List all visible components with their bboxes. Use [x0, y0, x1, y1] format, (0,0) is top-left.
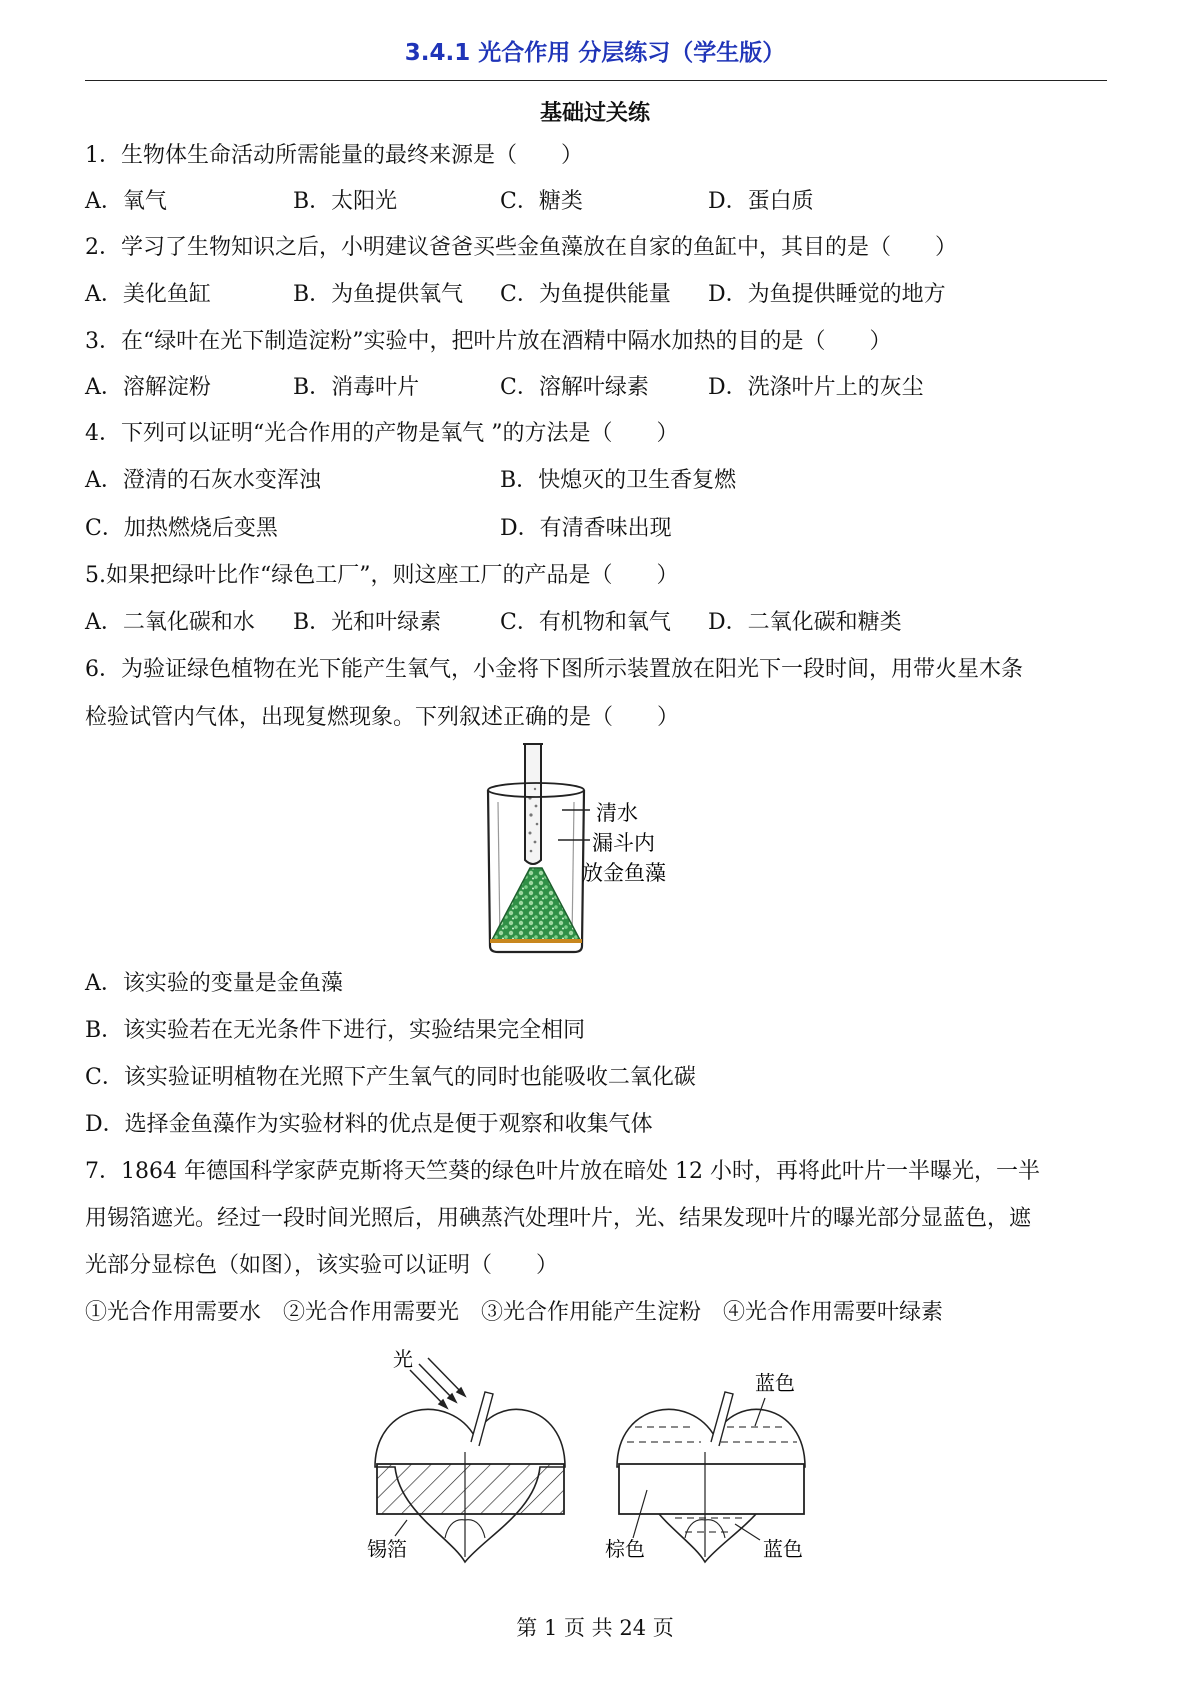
question-4-option-d: D．有清香味出现	[500, 516, 672, 541]
question-4-stem: 4．下列可以证明“光合作用的产物是氧气 ”的方法是（ ）	[85, 421, 679, 446]
label-blue-top: 蓝色	[755, 1371, 795, 1395]
question-3-option-b: B．消毒叶片	[293, 375, 420, 400]
worksheet-title: 3.4.1 光合作用 分层练习（学生版）	[404, 40, 786, 66]
question-4-option-a: A．澄清的石灰水变浑浊	[85, 468, 321, 493]
question-6-option-c: C．该实验证明植物在光照下产生氧气的同时也能吸收二氧化碳	[85, 1065, 696, 1090]
question-2-stem: 2．学习了生物知识之后，小明建议爸爸买些金鱼藻放在自家的鱼缸中，其目的是（ ）	[85, 235, 958, 260]
funnel-experiment-diagram	[478, 740, 738, 958]
question-5-stem: 5.如果把绿叶比作“绿色工厂”，则这座工厂的产品是（ ）	[85, 563, 679, 588]
label-funnel: 漏斗内	[592, 831, 655, 855]
question-4-option-c: C．加热燃烧后变黑	[85, 516, 278, 541]
question-3-option-c: C．溶解叶绿素	[500, 375, 649, 400]
question-1-option-d: D．蛋白质	[708, 189, 814, 214]
question-4-option-b: B．快熄灭的卫生香复燃	[500, 468, 737, 493]
question-6-option-b: B．该实验若在无光条件下进行，实验结果完全相同	[85, 1018, 586, 1043]
question-1-option-c: C．糖类	[500, 189, 583, 214]
question-2-option-c: C．为鱼提供能量	[500, 282, 671, 307]
question-5-option-d: D．二氧化碳和糖类	[708, 610, 902, 635]
label-brown: 棕色	[605, 1537, 645, 1561]
label-algae: 放金鱼藻	[582, 861, 666, 885]
test-tube	[525, 744, 541, 864]
section-title: 基础过关练	[539, 101, 650, 126]
tin-foil	[377, 1464, 564, 1514]
question-3-option-a: A．溶解淀粉	[85, 375, 211, 400]
question-7-stem-line-3: 光部分显棕色（如图），该实验可以证明（ ）	[85, 1253, 559, 1278]
question-6-stem-line-1: 6．为验证绿色植物在光下能产生氧气，小金将下图所示装置放在阳光下一段时间，用带火星木条	[85, 657, 1024, 682]
question-5-option-a: A．二氧化碳和水	[85, 610, 255, 635]
question-1-option-a: A．氧气	[85, 189, 167, 214]
label-blue-bottom: 蓝色	[763, 1537, 803, 1561]
leaf-foil-experiment-diagram	[355, 1342, 835, 1572]
funnel-base	[490, 939, 582, 943]
label-tin-foil: 锡箔	[367, 1537, 407, 1561]
question-7-stem-line-2: 用锡箔遮光。经过一段时间光照后，用碘蒸汽处理叶片，光、结果发现叶片的曝光部分显蓝色，遮	[85, 1206, 1032, 1231]
goldfish-algae	[492, 868, 580, 940]
label-water: 清水	[596, 801, 638, 825]
question-2-option-b: B．为鱼提供氧气	[293, 282, 464, 307]
light-arrows	[410, 1358, 465, 1408]
question-2-option-a: A．美化鱼缸	[85, 282, 211, 307]
question-1-option-b: B．太阳光	[293, 189, 398, 214]
page-footer: 第 1 页 共 24 页	[516, 1616, 674, 1640]
header-divider	[85, 80, 1107, 81]
question-5-option-c: C．有机物和氧气	[500, 610, 671, 635]
question-2-option-d: D．为鱼提供睡觉的地方	[708, 282, 946, 307]
question-7-stem-line-1: 7．1864 年德国科学家萨克斯将天竺葵的绿色叶片放在暗处 12 小时，再将此叶片一半曝光，一半	[85, 1159, 1040, 1184]
question-6-option-a: A．该实验的变量是金鱼藻	[85, 971, 343, 996]
question-3-option-d: D．洗涤叶片上的灰尘	[708, 375, 924, 400]
label-light: 光	[393, 1347, 413, 1371]
question-6-stem-line-2: 检验试管内气体，出现复燃现象。下列叙述正确的是（ ）	[85, 705, 680, 730]
question-7-choices: ①光合作用需要水 ②光合作用需要光 ③光合作用能产生淀粉 ④光合作用需要叶绿素	[85, 1300, 944, 1325]
unexposed-band	[619, 1464, 804, 1514]
question-6-option-d: D．选择金鱼藻作为实验材料的优点是便于观察和收集气体	[85, 1112, 653, 1137]
question-3-stem: 3．在“绿叶在光下制造淀粉”实验中，把叶片放在酒精中隔水加热的目的是（ ）	[85, 329, 892, 354]
question-5-option-b: B．光和叶绿素	[293, 610, 442, 635]
question-1-stem: 1．生物体生命活动所需能量的最终来源是（ ）	[85, 143, 583, 168]
